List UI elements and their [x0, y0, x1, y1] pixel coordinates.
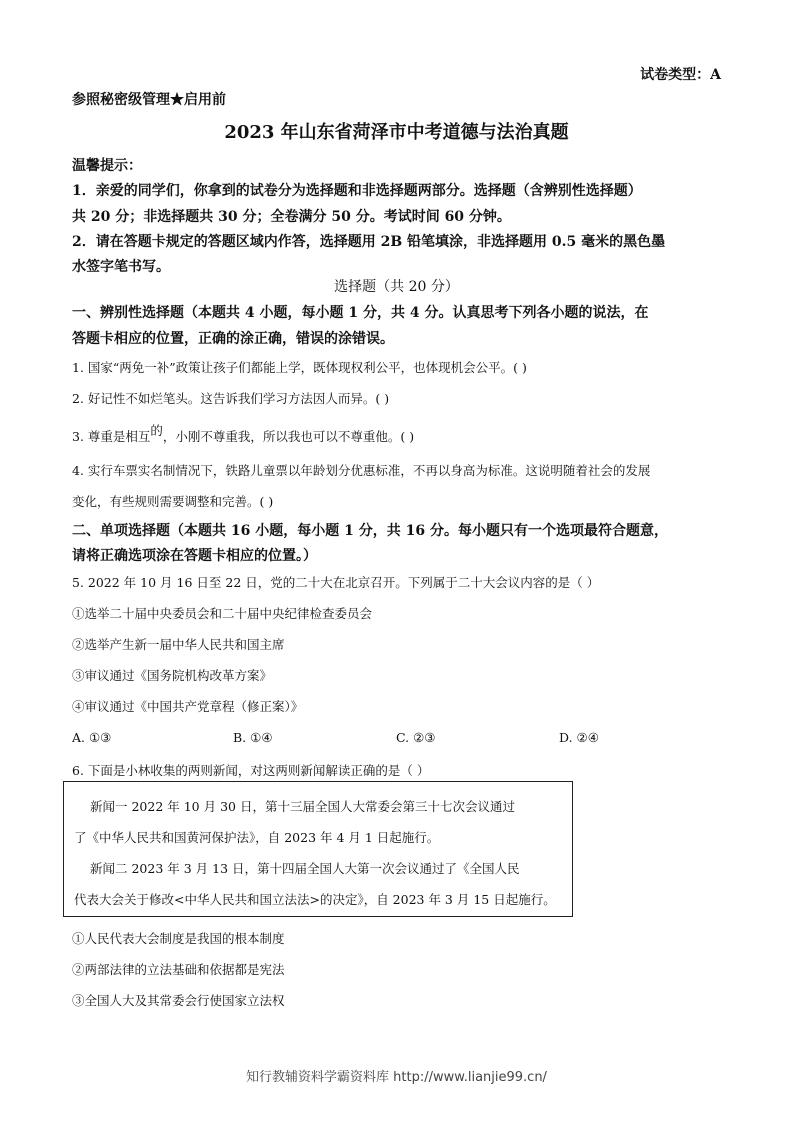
- question-1: 1. 国家“两免一补”政策让孩子们都能上学，既体现权利公平，也体现机会公平。( ): [72, 360, 527, 375]
- question-6-item-2: ②两部法律的立法基础和依据都是宪法: [72, 962, 285, 977]
- news-box: [63, 781, 573, 917]
- question-4-line-2: 变化，有些规则需要调整和完善。( ): [72, 494, 274, 509]
- question-3-text-a: 3. 尊重是相互: [72, 429, 151, 444]
- paper-type: 试卷类型：A: [640, 67, 721, 83]
- footer-watermark: 知行教辅资料学霸资料库 http://www.lianjie99.cn/: [246, 1070, 547, 1085]
- question-5-item-4: ④审议通过《中国共产党章程（修正案）》: [72, 699, 304, 714]
- question-6-item-3: ③全国人大及其常委会行使国家立法权: [72, 993, 285, 1008]
- news-line-4: 代表大会关于修改<中华人民共和国立法法>的决定》，自 2023 年 3 月 15 日起施行。: [74, 892, 556, 907]
- part1-heading-line-1: 一、辨别性选择题（本题共 4 小题，每小题 1 分，共 4 分。认真思考下列各小题的说法，在: [72, 305, 649, 321]
- page-title: 2023 年山东省菏泽市中考道德与法治真题: [224, 122, 569, 143]
- tip-line-1: 1．亲爱的同学们，你拿到的试卷分为选择题和非选择题两部分。选择题（含辨别性选择题）: [72, 183, 642, 199]
- question-4-line-1: 4. 实行车票实名制情况下，铁路儿童票以年龄划分优惠标准，不再以身高为标准。这说明随着社会的发展: [72, 463, 651, 478]
- tip-line-3: 2．请在答题卡规定的答题区域内作答，选择题用 2B 铅笔填涂，非选择题用 0.5 毫米的黑色墨: [72, 234, 666, 250]
- question-3-superscript: 的: [150, 423, 163, 438]
- question-2: 2. 好记性不如烂笔头。这告诉我们学习方法因人而异。( ): [72, 391, 390, 406]
- question-5-option-c: C. ②③: [396, 730, 436, 745]
- question-5-stem: 5. 2022 年 10 月 16 日至 22 日，党的二十大在北京召开。下列属于二十大会议内容的是（ ）: [72, 575, 600, 590]
- secrecy-label: 参照秘密级管理★启用前: [72, 92, 226, 108]
- question-6-item-1: ①人民代表大会制度是我国的根本制度: [72, 931, 285, 946]
- question-5-option-d: D. ②④: [559, 730, 599, 745]
- tips-heading: 温馨提示：: [72, 158, 142, 174]
- question-5-option-a: A. ①③: [72, 730, 112, 745]
- news-line-1: 新闻一 2022 年 10 月 30 日，第十三届全国人大常委会第三十七次会议通过: [90, 799, 515, 814]
- news-line-3: 新闻二 2023 年 3 月 13 日，第十四届全国人大第一次会议通过了《全国人民: [90, 861, 520, 876]
- section-title: 选择题（共 20 分）: [334, 279, 459, 295]
- question-3-text-b: ，小刚不尊重我，所以我也可以不尊重他。( ): [162, 429, 415, 444]
- part2-heading-line-2: 请将正确选项涂在答题卡相应的位置。）: [72, 548, 317, 564]
- question-5-item-2: ②选举产生新一届中华人民共和国主席: [72, 637, 285, 652]
- part1-heading-line-2: 答题卡相应的位置，正确的涂正确，错误的涂错误。: [72, 331, 394, 347]
- question-5-item-1: ①选举二十届中央委员会和二十届中央纪律检查委员会: [72, 606, 373, 621]
- question-5-item-3: ③审议通过《国务院机构改革方案》: [72, 668, 273, 683]
- tip-line-2: 共 20 分；非选择题共 30 分；全卷满分 50 分。考试时间 60 分钟。: [72, 209, 511, 225]
- tip-line-4: 水签字笔书写。: [72, 259, 170, 275]
- question-5-option-b: B. ①④: [233, 730, 273, 745]
- part2-heading-line-1: 二、单项选择题（本题共 16 小题，每小题 1 分，共 16 分。每小题只有一个选项最符合题意，: [72, 523, 668, 539]
- news-line-2: 了《中华人民共和国黄河保护法》，自 2023 年 4 月 1 日起施行。: [74, 830, 440, 845]
- question-3: [72, 423, 415, 445]
- question-6-stem: 6. 下面是小林收集的两则新闻，对这两则新闻解读正确的是（ ）: [72, 763, 430, 778]
